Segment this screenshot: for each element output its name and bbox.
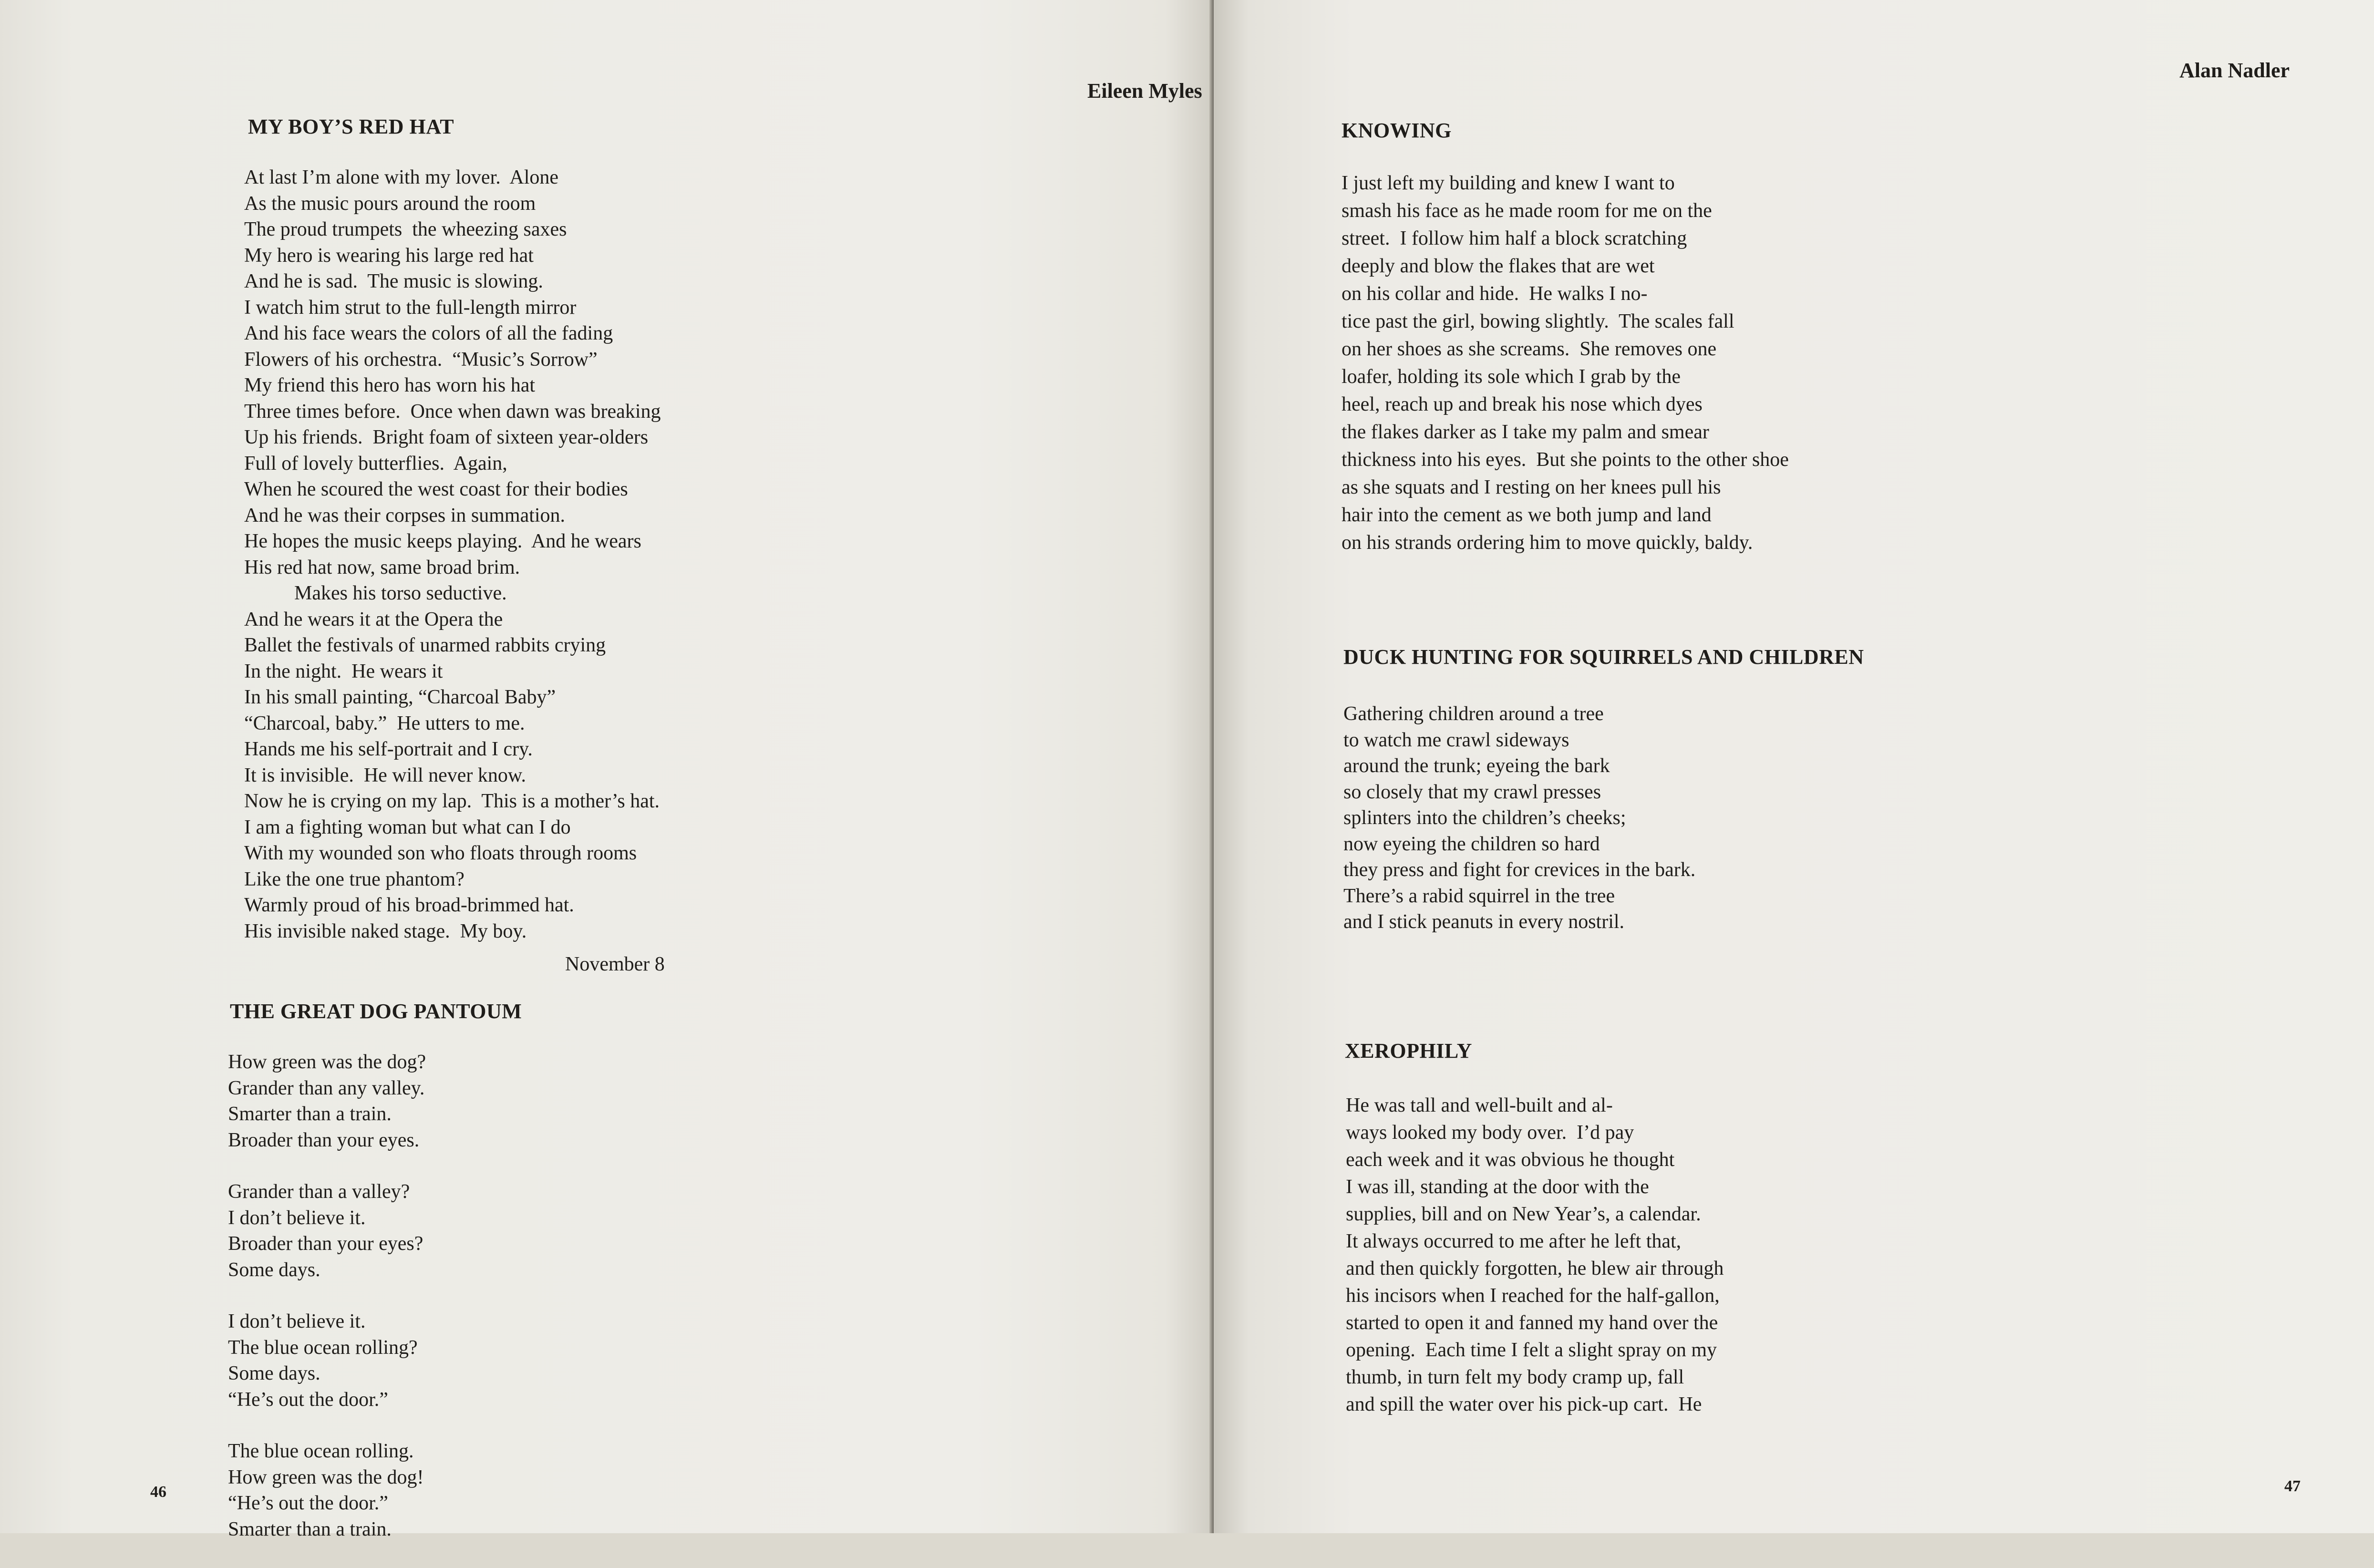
poem-line: now eyeing the children so hard <box>1343 833 1600 855</box>
poem-line: on her shoes as she screams. She removes one <box>1342 338 1717 360</box>
poem-line: Up his friends. Bright foam of sixteen year-olders <box>244 426 649 448</box>
poem-line: When he scoured the west coast for their bodies <box>244 478 628 500</box>
poem-line: I don’t believe it. <box>228 1207 366 1229</box>
poem-line: I just left my building and knew I want to <box>1342 172 1675 194</box>
poem-line: At last I’m alone with my lover. Alone <box>244 166 559 188</box>
poem-line: In his small painting, “Charcoal Baby” <box>244 686 556 708</box>
poem-line: on his collar and hide. He walks I no- <box>1342 283 1648 305</box>
poem-line: heel, reach up and break his nose which dyes <box>1342 393 1703 415</box>
stanza <box>228 1309 426 1413</box>
poem-line: to watch me crawl sideways <box>1343 729 1569 751</box>
poem-body-xerophily <box>1346 1092 1724 1418</box>
poem-body-great-dog-pantoum <box>228 1049 426 1568</box>
poem-date: November 8 <box>565 953 665 975</box>
poem-line: I was ill, standing at the door with the <box>1346 1176 1649 1198</box>
poem-line: on his strands ordering him to move quickly, baldy. <box>1342 532 1753 554</box>
poem-line: Grander than a valley? <box>228 1181 410 1203</box>
poem-line: With my wounded son who floats through rooms <box>244 842 637 864</box>
poem-line: Gathering children around a tree <box>1343 703 1604 725</box>
poem-line: the flakes darker as I take my palm and smear <box>1342 421 1709 443</box>
poem-line: opening. Each time I felt a slight spray on my <box>1346 1339 1717 1361</box>
poem-line: “He’s out the door.” <box>228 1388 388 1411</box>
poem-line: Broader than your eyes. <box>228 1129 420 1151</box>
stanza <box>228 1438 426 1542</box>
poem-line: street. I follow him half a block scratching <box>1342 227 1687 249</box>
poem-line: His red hat now, same broad brim. <box>244 556 520 578</box>
poem-line: I watch him strut to the full-length mirror <box>244 296 577 319</box>
poem-line: tice past the girl, bowing slightly. The scales fall <box>1342 310 1734 332</box>
poem-line: I don’t believe it. <box>228 1310 366 1332</box>
poem-line: My friend this hero has worn his hat <box>244 374 536 396</box>
poem-line: He was tall and well-built and al- <box>1346 1094 1613 1116</box>
poem-line: Flowers of his orchestra. “Music’s Sorrow” <box>244 348 598 371</box>
poem-line: Smarter than a train. <box>228 1518 392 1540</box>
poem-line: splinters into the children’s cheeks; <box>1343 807 1626 829</box>
right-page-author: Alan Nadler <box>2179 59 2290 82</box>
poem-line: And his face wears the colors of all the fading <box>244 322 613 344</box>
poem-line: “Charcoal, baby.” He utters to me. <box>244 712 525 734</box>
poem-line: Like the one true phantom? <box>244 868 464 890</box>
stanza <box>228 1049 426 1153</box>
poem-line: In the night. He wears it <box>244 660 443 682</box>
poem-line: his incisors when I reached for the half-gallon, <box>1346 1285 1720 1307</box>
poem-line: smash his face as he made room for me on the <box>1342 200 1712 222</box>
poem-body-duck-hunting <box>1343 701 1695 935</box>
poem-line: ways looked my body over. I’d pay <box>1346 1122 1634 1144</box>
poem-line: And he wears it at the Opera the <box>244 608 503 630</box>
poem-line: thickness into his eyes. But she points to the other shoe <box>1342 449 1789 471</box>
poem-line: He hopes the music keeps playing. And he wears <box>244 530 641 552</box>
poem-line: And he is sad. The music is slowing. <box>244 270 543 292</box>
poem-line: It is invisible. He will never know. <box>244 764 526 786</box>
poem-line: His invisible naked stage. My boy. <box>244 920 527 942</box>
poem-line: It always occurred to me after he left that, <box>1346 1230 1682 1252</box>
left-page-author: Eileen Myles <box>1087 79 1202 103</box>
poem-title-xerophily: XEROPHILY <box>1345 1039 1472 1063</box>
poem-line: Grander than any valley. <box>228 1077 425 1099</box>
poem-line: and then quickly forgotten, he blew air through <box>1346 1258 1724 1279</box>
stanza <box>228 1179 426 1283</box>
poem-line: each week and it was obvious he thought <box>1346 1149 1675 1171</box>
poem-title-my-boys-red-hat: MY BOY’S RED HAT <box>248 115 454 138</box>
poem-line: started to open it and fanned my hand over the <box>1346 1312 1718 1334</box>
poem-line: deeply and blow the flakes that are wet <box>1342 255 1655 277</box>
poem-body-knowing <box>1342 169 1789 557</box>
poem-line: Three times before. Once when dawn was breaking <box>244 400 661 423</box>
poem-line: supplies, bill and on New Year’s, a calendar. <box>1346 1203 1701 1225</box>
poem-line: I am a fighting woman but what can I do <box>244 816 571 838</box>
poem-line: and I stick peanuts in every nostril. <box>1343 911 1625 933</box>
poem-line: thumb, in turn felt my body cramp up, fall <box>1346 1366 1684 1388</box>
poem-line: hair into the cement as we both jump and land <box>1342 504 1712 526</box>
poem-line: “He’s out the door.” <box>228 1492 388 1514</box>
poem-line: around the trunk; eyeing the bark <box>1343 755 1610 777</box>
poem-line: The blue ocean rolling. <box>228 1440 414 1462</box>
poem-line: The blue ocean rolling? <box>228 1336 418 1359</box>
poem-line: There’s a rabid squirrel in the tree <box>1343 885 1615 907</box>
poem-line: My hero is wearing his large red hat <box>244 244 534 267</box>
poem-line: As the music pours around the room <box>244 192 536 215</box>
poem-line: Now he is crying on my lap. This is a mother’s hat. <box>244 790 660 812</box>
poem-line: Some days. <box>228 1362 320 1384</box>
poem-line: And he was their corpses in summation. <box>244 504 566 526</box>
poem-line: How green was the dog? <box>228 1051 426 1073</box>
poem-line: Makes his torso seductive. <box>244 582 507 604</box>
poem-line: loafer, holding its sole which I grab by the <box>1342 366 1681 388</box>
poem-line: Some days. <box>228 1259 320 1281</box>
poem-line: Warmly proud of his broad-brimmed hat. <box>244 894 574 916</box>
poem-line: and spill the water over his pick-up cart. He <box>1346 1393 1702 1415</box>
poem-line: The proud trumpets the wheezing saxes <box>244 218 567 240</box>
poem-line: so closely that my crawl presses <box>1343 781 1601 803</box>
poem-line: Hands me his self-portrait and I cry. <box>244 738 533 760</box>
poem-body-my-boys-red-hat <box>244 165 661 944</box>
left-page-number: 46 <box>150 1483 166 1501</box>
poem-line: How green was the dog! <box>228 1466 424 1488</box>
poem-line: Ballet the festivals of unarmed rabbits crying <box>244 634 606 656</box>
poem-line: as she squats and I resting on her knees pull his <box>1342 476 1721 498</box>
poem-line: Smarter than a train. <box>228 1103 392 1125</box>
poem-title-knowing: KNOWING <box>1342 119 1452 142</box>
poem-title-great-dog-pantoum: THE GREAT DOG PANTOUM <box>230 1000 522 1023</box>
poem-line: Full of lovely butterflies. Again, <box>244 452 507 475</box>
right-page-number: 47 <box>2284 1477 2301 1495</box>
right-page <box>1214 0 2374 1533</box>
poem-line: Broader than your eyes? <box>228 1233 423 1255</box>
poem-line: they press and fight for crevices in the bark. <box>1343 859 1696 881</box>
poem-title-duck-hunting: DUCK HUNTING FOR SQUIRRELS AND CHILDREN <box>1343 645 1864 669</box>
